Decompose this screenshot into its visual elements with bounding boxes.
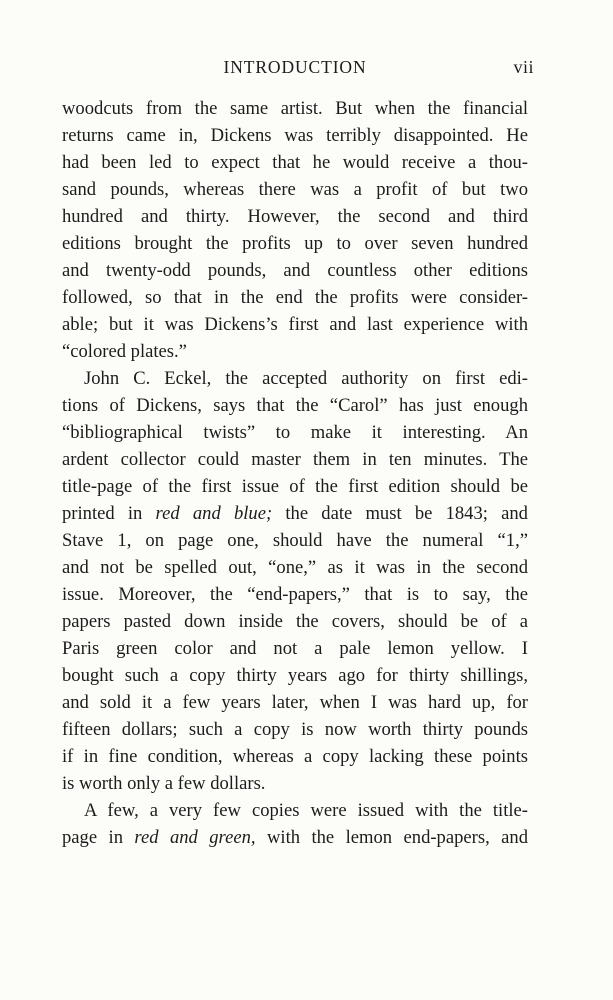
italic-phrase: red and blue;	[155, 503, 273, 524]
text-line: “bibliographical twists” to make it interesting. An	[62, 422, 528, 443]
text-line: had been led to expect that he would receive a thou-	[62, 152, 528, 173]
text-run: the date must be 1843; and	[272, 503, 528, 524]
text-line: editions brought the profits up to over seven hundred	[62, 233, 528, 254]
text-line: A few, a very few copies were issued with the title-	[84, 800, 528, 821]
body-text	[62, 95, 528, 851]
text-line: followed, so that in the end the profits were consider-	[62, 287, 528, 308]
italic-phrase: red and green,	[134, 827, 256, 848]
text-line: is worth only a few dollars.	[62, 773, 266, 794]
text-run: printed in	[62, 503, 156, 524]
page-number: vii	[513, 57, 534, 77]
book-page	[62, 0, 534, 1000]
text-line: able; but it was Dickens’s first and last experience with	[62, 314, 528, 335]
text-line: papers pasted down inside the covers, should be of a	[62, 611, 528, 632]
text-line: issue. Moreover, the “end-papers,” that is to say, the	[62, 584, 528, 605]
text-line: ardent collector could master them in ten minutes. The	[62, 449, 528, 470]
text-line: if in fine condition, whereas a copy lacking these points	[62, 746, 528, 767]
text-line: woodcuts from the same artist. But when the financial	[62, 98, 528, 119]
text-line: and sold it a few years later, when I was hard up, for	[62, 692, 528, 713]
text-line: fifteen dollars; such a copy is now worth thirty pounds	[62, 719, 528, 740]
text-line: Stave 1, on page one, should have the numeral “1,”	[62, 530, 528, 551]
text-line: John C. Eckel, the accepted authority on first edi-	[84, 368, 528, 389]
running-head-title: INTRODUCTION	[223, 57, 367, 77]
text-run: page in	[62, 827, 135, 848]
text-line: tions of Dickens, says that the “Carol” has just enough	[62, 395, 528, 416]
text-line: “colored plates.”	[62, 341, 187, 362]
text-line: and twenty-odd pounds, and countless other editions	[62, 260, 528, 281]
text-line	[62, 500, 528, 527]
text-run: with the lemon end-papers, and	[255, 827, 528, 848]
text-line: Paris green color and not a pale lemon yellow. I	[62, 638, 528, 659]
text-line: returns came in, Dickens was terribly disappointed. He	[62, 125, 528, 146]
text-line: title-page of the first issue of the first edition should be	[62, 476, 528, 497]
text-line: hundred and thirty. However, the second and third	[62, 206, 528, 227]
running-head	[62, 57, 534, 81]
text-line: sand pounds, whereas there was a profit of but two	[62, 179, 528, 200]
text-line	[62, 824, 528, 851]
text-line: bought such a copy thirty years ago for thirty shillings,	[62, 665, 528, 686]
text-line: and not be spelled out, “one,” as it was in the second	[62, 557, 528, 578]
